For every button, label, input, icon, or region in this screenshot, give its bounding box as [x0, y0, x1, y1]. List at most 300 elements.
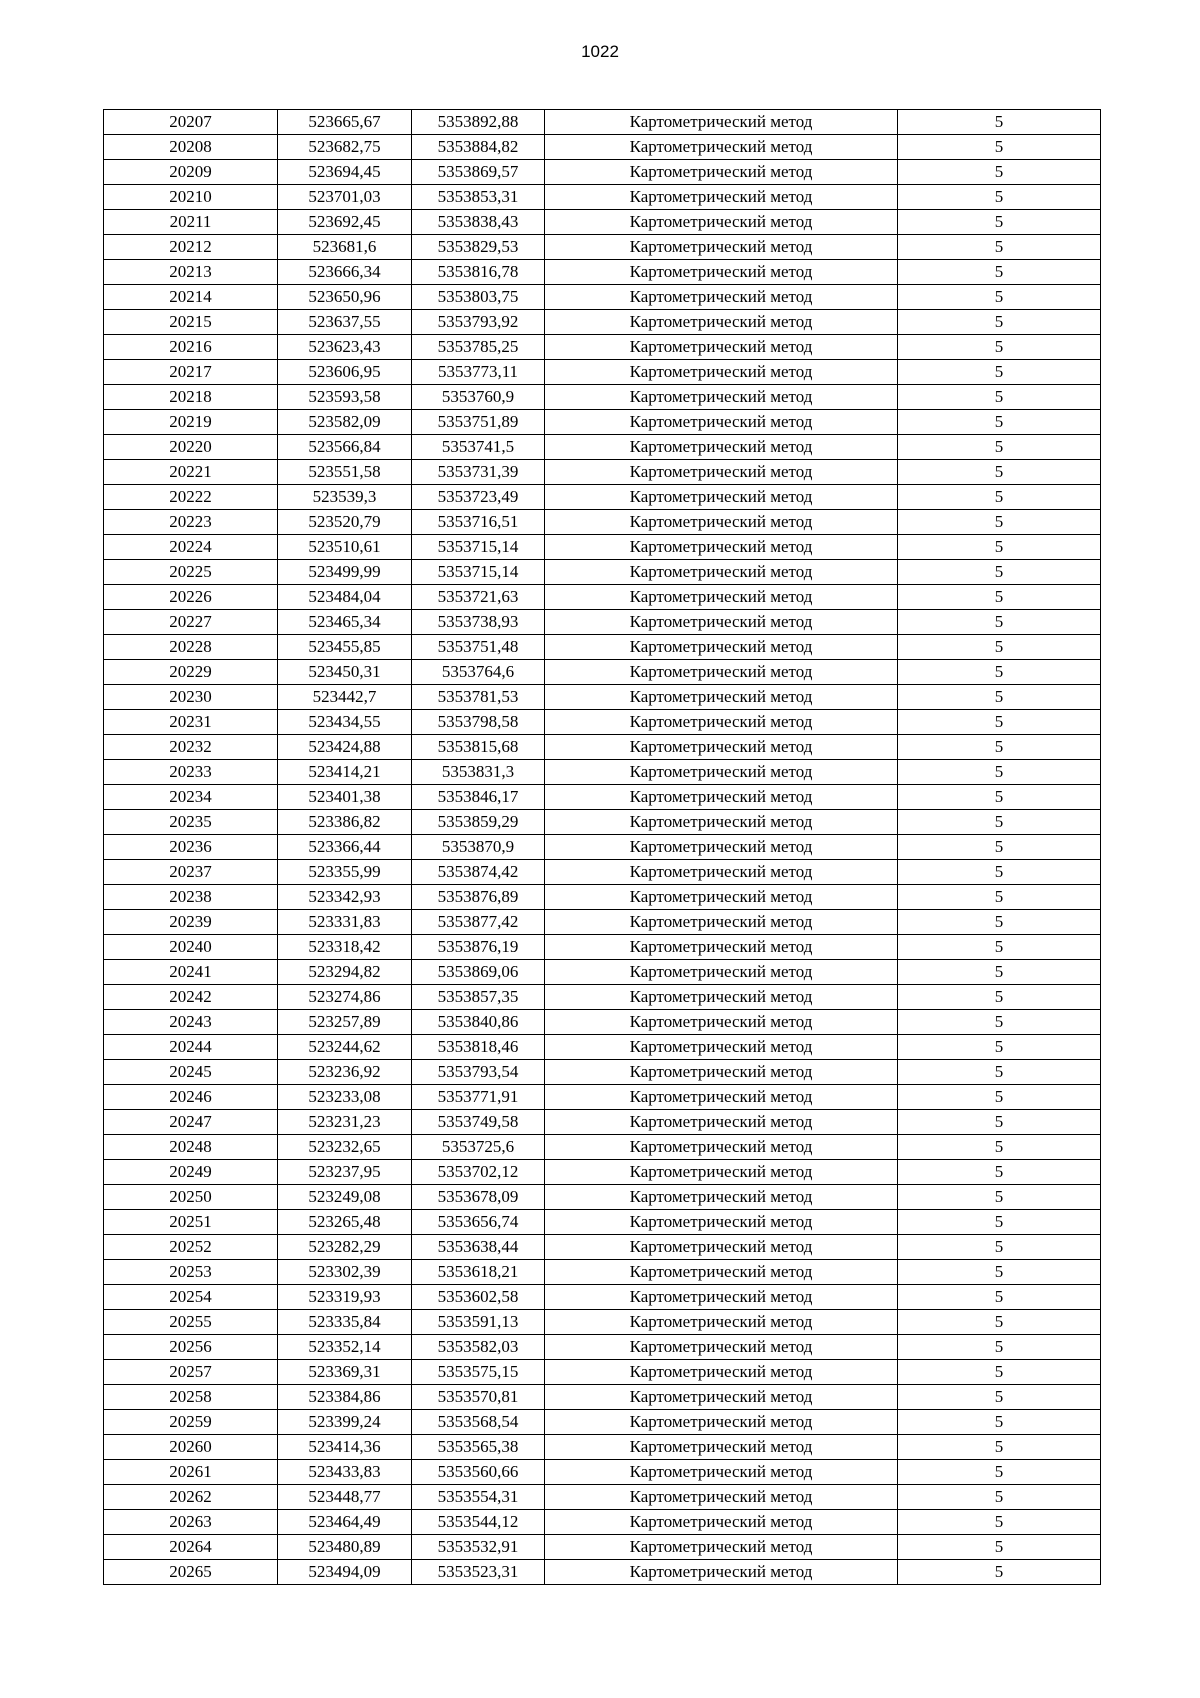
y-coordinate-cell: 5353560,66 — [412, 1460, 545, 1485]
method-cell: Картометрический метод — [545, 1435, 898, 1460]
x-coordinate-cell: 523355,99 — [278, 860, 412, 885]
point-number-cell: 20219 — [104, 410, 278, 435]
accuracy-cell: 5 — [898, 260, 1101, 285]
point-number-cell: 20235 — [104, 810, 278, 835]
method-cell: Картометрический метод — [545, 1085, 898, 1110]
x-coordinate-cell: 523510,61 — [278, 535, 412, 560]
table-row — [104, 160, 1101, 185]
x-coordinate-cell: 523606,95 — [278, 360, 412, 385]
point-number-cell: 20261 — [104, 1460, 278, 1485]
y-coordinate-cell: 5353803,75 — [412, 285, 545, 310]
accuracy-cell: 5 — [898, 710, 1101, 735]
y-coordinate-cell: 5353602,58 — [412, 1285, 545, 1310]
method-cell: Картометрический метод — [545, 1460, 898, 1485]
y-coordinate-cell: 5353544,12 — [412, 1510, 545, 1535]
y-coordinate-cell: 5353818,46 — [412, 1035, 545, 1060]
method-cell: Картометрический метод — [545, 660, 898, 685]
method-cell: Картометрический метод — [545, 985, 898, 1010]
x-coordinate-cell: 523650,96 — [278, 285, 412, 310]
table-row — [104, 1060, 1101, 1085]
table-row — [104, 135, 1101, 160]
y-coordinate-cell: 5353793,92 — [412, 310, 545, 335]
x-coordinate-cell: 523249,08 — [278, 1185, 412, 1210]
point-number-cell: 20220 — [104, 435, 278, 460]
y-coordinate-cell: 5353702,12 — [412, 1160, 545, 1185]
method-cell: Картометрический метод — [545, 860, 898, 885]
method-cell: Картометрический метод — [545, 585, 898, 610]
table-row — [104, 1035, 1101, 1060]
x-coordinate-cell: 523257,89 — [278, 1010, 412, 1035]
y-coordinate-cell: 5353570,81 — [412, 1385, 545, 1410]
page-number: 1022 — [581, 42, 619, 61]
point-number-cell: 20263 — [104, 1510, 278, 1535]
x-coordinate-cell: 523442,7 — [278, 685, 412, 710]
table-row — [104, 285, 1101, 310]
point-number-cell: 20210 — [104, 185, 278, 210]
x-coordinate-cell: 523236,92 — [278, 1060, 412, 1085]
table-row — [104, 1160, 1101, 1185]
method-cell: Картометрический метод — [545, 735, 898, 760]
accuracy-cell: 5 — [898, 1110, 1101, 1135]
table-row — [104, 960, 1101, 985]
method-cell: Картометрический метод — [545, 610, 898, 635]
table-row — [104, 585, 1101, 610]
accuracy-cell: 5 — [898, 460, 1101, 485]
x-coordinate-cell: 523682,75 — [278, 135, 412, 160]
y-coordinate-cell: 5353749,58 — [412, 1110, 545, 1135]
y-coordinate-cell: 5353760,9 — [412, 385, 545, 410]
point-number-cell: 20217 — [104, 360, 278, 385]
accuracy-cell: 5 — [898, 910, 1101, 935]
x-coordinate-cell: 523433,83 — [278, 1460, 412, 1485]
method-cell: Картометрический метод — [545, 160, 898, 185]
accuracy-cell: 5 — [898, 1010, 1101, 1035]
method-cell: Картометрический метод — [545, 885, 898, 910]
method-cell: Картометрический метод — [545, 560, 898, 585]
method-cell: Картометрический метод — [545, 210, 898, 235]
y-coordinate-cell: 5353838,43 — [412, 210, 545, 235]
table-row — [104, 1485, 1101, 1510]
method-cell: Картометрический метод — [545, 185, 898, 210]
method-cell: Картометрический метод — [545, 1385, 898, 1410]
accuracy-cell: 5 — [898, 635, 1101, 660]
method-cell: Картометрический метод — [545, 1235, 898, 1260]
accuracy-cell: 5 — [898, 435, 1101, 460]
table-row — [104, 735, 1101, 760]
y-coordinate-cell: 5353565,38 — [412, 1435, 545, 1460]
table-row — [104, 335, 1101, 360]
x-coordinate-cell: 523231,23 — [278, 1110, 412, 1135]
y-coordinate-cell: 5353715,14 — [412, 560, 545, 585]
x-coordinate-cell: 523692,45 — [278, 210, 412, 235]
point-number-cell: 20262 — [104, 1485, 278, 1510]
table-row — [104, 1435, 1101, 1460]
x-coordinate-cell: 523623,43 — [278, 335, 412, 360]
y-coordinate-cell: 5353721,63 — [412, 585, 545, 610]
table-row — [104, 535, 1101, 560]
point-number-cell: 20242 — [104, 985, 278, 1010]
y-coordinate-cell: 5353876,89 — [412, 885, 545, 910]
x-coordinate-cell: 523484,04 — [278, 585, 412, 610]
point-number-cell: 20264 — [104, 1535, 278, 1560]
y-coordinate-cell: 5353678,09 — [412, 1185, 545, 1210]
method-cell: Картометрический метод — [545, 510, 898, 535]
y-coordinate-cell: 5353859,29 — [412, 810, 545, 835]
y-coordinate-cell: 5353731,39 — [412, 460, 545, 485]
accuracy-cell: 5 — [898, 1085, 1101, 1110]
accuracy-cell: 5 — [898, 535, 1101, 560]
x-coordinate-cell: 523401,38 — [278, 785, 412, 810]
method-cell: Картометрический метод — [545, 910, 898, 935]
table-row — [104, 1385, 1101, 1410]
point-number-cell: 20223 — [104, 510, 278, 535]
point-number-cell: 20258 — [104, 1385, 278, 1410]
method-cell: Картометрический метод — [545, 1260, 898, 1285]
y-coordinate-cell: 5353618,21 — [412, 1260, 545, 1285]
y-coordinate-cell: 5353554,31 — [412, 1485, 545, 1510]
x-coordinate-cell: 523665,67 — [278, 110, 412, 135]
y-coordinate-cell: 5353751,48 — [412, 635, 545, 660]
table-row — [104, 260, 1101, 285]
point-number-cell: 20221 — [104, 460, 278, 485]
x-coordinate-cell: 523319,93 — [278, 1285, 412, 1310]
point-number-cell: 20227 — [104, 610, 278, 635]
y-coordinate-cell: 5353874,42 — [412, 860, 545, 885]
x-coordinate-cell: 523294,82 — [278, 960, 412, 985]
x-coordinate-cell: 523331,83 — [278, 910, 412, 935]
accuracy-cell: 5 — [898, 510, 1101, 535]
method-cell: Картометрический метод — [545, 310, 898, 335]
method-cell: Картометрический метод — [545, 935, 898, 960]
y-coordinate-cell: 5353853,31 — [412, 185, 545, 210]
x-coordinate-cell: 523369,31 — [278, 1360, 412, 1385]
accuracy-cell: 5 — [898, 1210, 1101, 1235]
table-row — [104, 310, 1101, 335]
x-coordinate-cell: 523233,08 — [278, 1085, 412, 1110]
method-cell: Картометрический метод — [545, 1535, 898, 1560]
method-cell: Картометрический метод — [545, 1110, 898, 1135]
method-cell: Картометрический метод — [545, 260, 898, 285]
x-coordinate-cell: 523424,88 — [278, 735, 412, 760]
x-coordinate-cell: 523274,86 — [278, 985, 412, 1010]
point-number-cell: 20238 — [104, 885, 278, 910]
x-coordinate-cell: 523464,49 — [278, 1510, 412, 1535]
point-number-cell: 20237 — [104, 860, 278, 885]
accuracy-cell: 5 — [898, 410, 1101, 435]
y-coordinate-cell: 5353798,58 — [412, 710, 545, 735]
x-coordinate-cell: 523302,39 — [278, 1260, 412, 1285]
table-row — [104, 910, 1101, 935]
method-cell: Картометрический метод — [545, 785, 898, 810]
x-coordinate-cell: 523465,34 — [278, 610, 412, 635]
method-cell: Картометрический метод — [545, 285, 898, 310]
accuracy-cell: 5 — [898, 1060, 1101, 1085]
point-number-cell: 20244 — [104, 1035, 278, 1060]
accuracy-cell: 5 — [898, 1435, 1101, 1460]
y-coordinate-cell: 5353816,78 — [412, 260, 545, 285]
accuracy-cell: 5 — [898, 660, 1101, 685]
y-coordinate-cell: 5353877,42 — [412, 910, 545, 935]
y-coordinate-cell: 5353723,49 — [412, 485, 545, 510]
point-number-cell: 20229 — [104, 660, 278, 685]
x-coordinate-cell: 523520,79 — [278, 510, 412, 535]
point-number-cell: 20213 — [104, 260, 278, 285]
accuracy-cell: 5 — [898, 360, 1101, 385]
x-coordinate-cell: 523244,62 — [278, 1035, 412, 1060]
x-coordinate-cell: 523318,42 — [278, 935, 412, 960]
x-coordinate-cell: 523352,14 — [278, 1335, 412, 1360]
table-row — [104, 360, 1101, 385]
x-coordinate-cell: 523448,77 — [278, 1485, 412, 1510]
method-cell: Картометрический метод — [545, 485, 898, 510]
accuracy-cell: 5 — [898, 860, 1101, 885]
y-coordinate-cell: 5353725,6 — [412, 1135, 545, 1160]
y-coordinate-cell: 5353532,91 — [412, 1535, 545, 1560]
table-row — [104, 1535, 1101, 1560]
point-number-cell: 20236 — [104, 835, 278, 860]
table-row — [104, 1510, 1101, 1535]
table-row — [104, 660, 1101, 685]
x-coordinate-cell: 523582,09 — [278, 410, 412, 435]
accuracy-cell: 5 — [898, 1535, 1101, 1560]
point-number-cell: 20253 — [104, 1260, 278, 1285]
accuracy-cell: 5 — [898, 310, 1101, 335]
accuracy-cell: 5 — [898, 285, 1101, 310]
point-number-cell: 20251 — [104, 1210, 278, 1235]
point-number-cell: 20254 — [104, 1285, 278, 1310]
table-row — [104, 460, 1101, 485]
table-row — [104, 385, 1101, 410]
x-coordinate-cell: 523414,21 — [278, 760, 412, 785]
point-number-cell: 20239 — [104, 910, 278, 935]
y-coordinate-cell: 5353829,53 — [412, 235, 545, 260]
point-number-cell: 20248 — [104, 1135, 278, 1160]
table-row — [104, 985, 1101, 1010]
accuracy-cell: 5 — [898, 135, 1101, 160]
table-row — [104, 710, 1101, 735]
table-row — [104, 1310, 1101, 1335]
x-coordinate-cell: 523666,34 — [278, 260, 412, 285]
method-cell: Картометрический метод — [545, 410, 898, 435]
accuracy-cell: 5 — [898, 1035, 1101, 1060]
coordinates-table — [103, 109, 1101, 1585]
point-number-cell: 20231 — [104, 710, 278, 735]
accuracy-cell: 5 — [898, 610, 1101, 635]
accuracy-cell: 5 — [898, 1310, 1101, 1335]
accuracy-cell: 5 — [898, 1360, 1101, 1385]
point-number-cell: 20215 — [104, 310, 278, 335]
table-row — [104, 1110, 1101, 1135]
method-cell: Картометрический метод — [545, 1360, 898, 1385]
method-cell: Картометрический метод — [545, 360, 898, 385]
method-cell: Картометрический метод — [545, 1185, 898, 1210]
y-coordinate-cell: 5353846,17 — [412, 785, 545, 810]
method-cell: Картометрический метод — [545, 1010, 898, 1035]
x-coordinate-cell: 523455,85 — [278, 635, 412, 660]
y-coordinate-cell: 5353869,06 — [412, 960, 545, 985]
accuracy-cell: 5 — [898, 1410, 1101, 1435]
accuracy-cell: 5 — [898, 810, 1101, 835]
y-coordinate-cell: 5353771,91 — [412, 1085, 545, 1110]
table-row — [104, 1360, 1101, 1385]
method-cell: Картометрический метод — [545, 235, 898, 260]
method-cell: Картометрический метод — [545, 635, 898, 660]
y-coordinate-cell: 5353869,57 — [412, 160, 545, 185]
method-cell: Картометрический метод — [545, 1485, 898, 1510]
y-coordinate-cell: 5353793,54 — [412, 1060, 545, 1085]
table-row — [104, 935, 1101, 960]
table-row — [104, 235, 1101, 260]
x-coordinate-cell: 523335,84 — [278, 1310, 412, 1335]
x-coordinate-cell: 523265,48 — [278, 1210, 412, 1235]
method-cell: Картометрический метод — [545, 1035, 898, 1060]
point-number-cell: 20256 — [104, 1335, 278, 1360]
y-coordinate-cell: 5353741,5 — [412, 435, 545, 460]
point-number-cell: 20214 — [104, 285, 278, 310]
y-coordinate-cell: 5353773,11 — [412, 360, 545, 385]
table-row — [104, 1135, 1101, 1160]
y-coordinate-cell: 5353876,19 — [412, 935, 545, 960]
method-cell: Картометрический метод — [545, 1285, 898, 1310]
method-cell: Картометрический метод — [545, 685, 898, 710]
point-number-cell: 20212 — [104, 235, 278, 260]
y-coordinate-cell: 5353781,53 — [412, 685, 545, 710]
y-coordinate-cell: 5353715,14 — [412, 535, 545, 560]
point-number-cell: 20265 — [104, 1560, 278, 1585]
point-number-cell: 20259 — [104, 1410, 278, 1435]
method-cell: Картометрический метод — [545, 1335, 898, 1360]
accuracy-cell: 5 — [898, 585, 1101, 610]
method-cell: Картометрический метод — [545, 1210, 898, 1235]
x-coordinate-cell: 523701,03 — [278, 185, 412, 210]
point-number-cell: 20246 — [104, 1085, 278, 1110]
point-number-cell: 20257 — [104, 1360, 278, 1385]
accuracy-cell: 5 — [898, 385, 1101, 410]
x-coordinate-cell: 523494,09 — [278, 1560, 412, 1585]
table-row — [104, 185, 1101, 210]
y-coordinate-cell: 5353892,88 — [412, 110, 545, 135]
accuracy-cell: 5 — [898, 785, 1101, 810]
accuracy-cell: 5 — [898, 985, 1101, 1010]
method-cell: Картометрический метод — [545, 1510, 898, 1535]
accuracy-cell: 5 — [898, 1460, 1101, 1485]
method-cell: Картометрический метод — [545, 810, 898, 835]
point-number-cell: 20241 — [104, 960, 278, 985]
accuracy-cell: 5 — [898, 185, 1101, 210]
x-coordinate-cell: 523450,31 — [278, 660, 412, 685]
accuracy-cell: 5 — [898, 1285, 1101, 1310]
accuracy-cell: 5 — [898, 1385, 1101, 1410]
y-coordinate-cell: 5353815,68 — [412, 735, 545, 760]
table-row — [104, 1410, 1101, 1435]
table-row — [104, 860, 1101, 885]
table-row — [104, 1210, 1101, 1235]
y-coordinate-cell: 5353591,13 — [412, 1310, 545, 1335]
x-coordinate-cell: 523637,55 — [278, 310, 412, 335]
table-row — [104, 885, 1101, 910]
x-coordinate-cell: 523399,24 — [278, 1410, 412, 1435]
accuracy-cell: 5 — [898, 210, 1101, 235]
accuracy-cell: 5 — [898, 1185, 1101, 1210]
accuracy-cell: 5 — [898, 1235, 1101, 1260]
y-coordinate-cell: 5353785,25 — [412, 335, 545, 360]
table-row — [104, 1460, 1101, 1485]
x-coordinate-cell: 523499,99 — [278, 560, 412, 585]
method-cell: Картометрический метод — [545, 835, 898, 860]
point-number-cell: 20250 — [104, 1185, 278, 1210]
y-coordinate-cell: 5353764,6 — [412, 660, 545, 685]
table-row — [104, 1235, 1101, 1260]
accuracy-cell: 5 — [898, 735, 1101, 760]
x-coordinate-cell: 523384,86 — [278, 1385, 412, 1410]
y-coordinate-cell: 5353656,74 — [412, 1210, 545, 1235]
point-number-cell: 20216 — [104, 335, 278, 360]
table-row — [104, 1285, 1101, 1310]
table-row — [104, 785, 1101, 810]
accuracy-cell: 5 — [898, 1485, 1101, 1510]
method-cell: Картометрический метод — [545, 135, 898, 160]
x-coordinate-cell: 523434,55 — [278, 710, 412, 735]
point-number-cell: 20228 — [104, 635, 278, 660]
method-cell: Картометрический метод — [545, 1560, 898, 1585]
method-cell: Картометрический метод — [545, 535, 898, 560]
table-row — [104, 510, 1101, 535]
y-coordinate-cell: 5353568,54 — [412, 1410, 545, 1435]
y-coordinate-cell: 5353870,9 — [412, 835, 545, 860]
method-cell: Картометрический метод — [545, 1410, 898, 1435]
accuracy-cell: 5 — [898, 1260, 1101, 1285]
point-number-cell: 20249 — [104, 1160, 278, 1185]
method-cell: Картометрический метод — [545, 1060, 898, 1085]
point-number-cell: 20218 — [104, 385, 278, 410]
point-number-cell: 20207 — [104, 110, 278, 135]
table-row — [104, 1335, 1101, 1360]
accuracy-cell: 5 — [898, 560, 1101, 585]
point-number-cell: 20234 — [104, 785, 278, 810]
point-number-cell: 20225 — [104, 560, 278, 585]
x-coordinate-cell: 523551,58 — [278, 460, 412, 485]
x-coordinate-cell: 523593,58 — [278, 385, 412, 410]
x-coordinate-cell: 523566,84 — [278, 435, 412, 460]
point-number-cell: 20230 — [104, 685, 278, 710]
y-coordinate-cell: 5353716,51 — [412, 510, 545, 535]
method-cell: Картометрический метод — [545, 710, 898, 735]
table-row — [104, 635, 1101, 660]
x-coordinate-cell: 523366,44 — [278, 835, 412, 860]
method-cell: Картометрический метод — [545, 1135, 898, 1160]
point-number-cell: 20208 — [104, 135, 278, 160]
method-cell: Картометрический метод — [545, 960, 898, 985]
accuracy-cell: 5 — [898, 1135, 1101, 1160]
point-number-cell: 20211 — [104, 210, 278, 235]
x-coordinate-cell: 523681,6 — [278, 235, 412, 260]
method-cell: Картометрический метод — [545, 1160, 898, 1185]
x-coordinate-cell: 523386,82 — [278, 810, 412, 835]
table-row — [104, 485, 1101, 510]
method-cell: Картометрический метод — [545, 435, 898, 460]
table-row — [104, 1085, 1101, 1110]
point-number-cell: 20232 — [104, 735, 278, 760]
x-coordinate-cell: 523480,89 — [278, 1535, 412, 1560]
point-number-cell: 20222 — [104, 485, 278, 510]
x-coordinate-cell: 523232,65 — [278, 1135, 412, 1160]
point-number-cell: 20245 — [104, 1060, 278, 1085]
table-row — [104, 685, 1101, 710]
y-coordinate-cell: 5353738,93 — [412, 610, 545, 635]
method-cell: Картометрический метод — [545, 335, 898, 360]
point-number-cell: 20255 — [104, 1310, 278, 1335]
x-coordinate-cell: 523342,93 — [278, 885, 412, 910]
